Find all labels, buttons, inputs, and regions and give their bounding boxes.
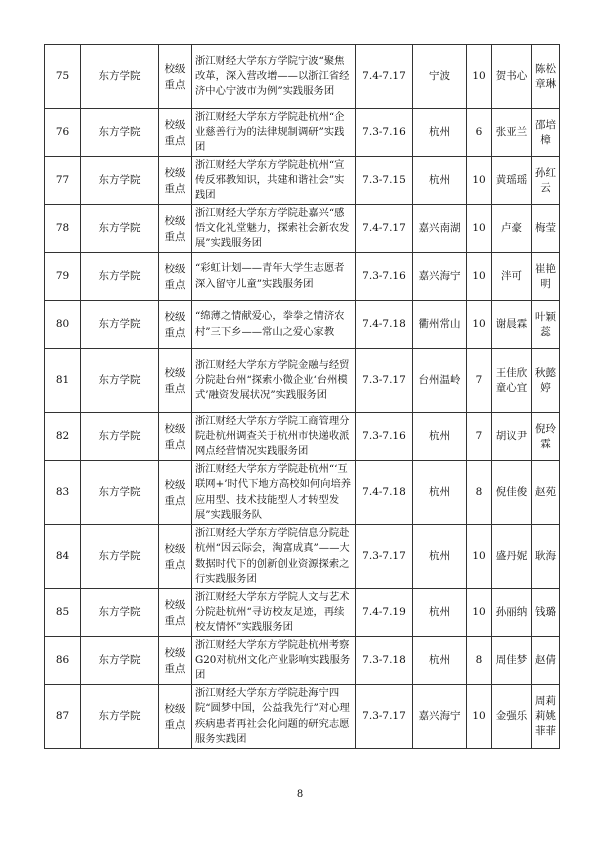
page-number: 8 (296, 789, 304, 800)
table-row (45, 685, 560, 749)
leader-cell: 金强乐 (492, 685, 532, 749)
row-number: 76 (45, 109, 81, 157)
place-cell: 嘉兴海宁 (413, 685, 467, 749)
member-count-cell: 10 (467, 157, 492, 205)
project-name-cell: 浙江财经大学东方学院信息分院赴杭州“因云际会，淘富成真”——大数据时代下的创新创业资源探索之行实践服务团 (192, 525, 356, 589)
leader-cell: 胡议尹 (492, 413, 532, 461)
table-row (45, 157, 560, 205)
leader-cell: 倪佳俊 (492, 461, 532, 525)
leader-cell: 周佳梦 (492, 637, 532, 685)
member-count-cell: 10 (467, 301, 492, 349)
place-cell: 杭州 (413, 109, 467, 157)
college-cell: 东方学院 (81, 413, 159, 461)
project-name-cell: 浙江财经大学东方学院工商管理分院赴杭州调查关于杭州市快递收派网点经营情况实践服务团 (192, 413, 356, 461)
leader-cell: 黄瑶瑶 (492, 157, 532, 205)
teacher-cell: 赵倩 (532, 637, 560, 685)
table-row (45, 413, 560, 461)
row-number: 80 (45, 301, 81, 349)
table-row (45, 349, 560, 413)
level-cell: 校级重点 (159, 685, 192, 749)
table-row (45, 109, 560, 157)
college-cell: 东方学院 (81, 45, 159, 109)
level-cell: 校级重点 (159, 525, 192, 589)
level-cell: 校级重点 (159, 349, 192, 413)
project-name-cell: 浙江财经大学东方学院赴海宁四院“圆梦中国，公益我先行”对心理疾病患者再社会化问题的研究志愿服务实践团 (192, 685, 356, 749)
member-count-cell: 10 (467, 253, 492, 301)
project-name-cell: 浙江财经大学东方学院金融与经贸分院赴台州“探索小微企业‘台州模式’融资发展状况”实践服务团 (192, 349, 356, 413)
member-count-cell: 6 (467, 109, 492, 157)
project-name-cell: 浙江财经大学东方学院赴杭州“宣传反邪教知识，共建和谐社会”实践团 (192, 157, 356, 205)
college-cell: 东方学院 (81, 525, 159, 589)
college-cell: 东方学院 (81, 157, 159, 205)
date-cell: 7.3-7.16 (356, 109, 413, 157)
teacher-cell: 孙红云 (532, 157, 560, 205)
place-cell: 宁波 (413, 45, 467, 109)
date-cell: 7.3-7.17 (356, 349, 413, 413)
row-number: 87 (45, 685, 81, 749)
member-count-cell: 7 (467, 349, 492, 413)
place-cell: 杭州 (413, 157, 467, 205)
teacher-cell: 崔艳明 (532, 253, 560, 301)
leader-cell: 孙丽纳 (492, 589, 532, 637)
level-cell: 校级重点 (159, 253, 192, 301)
teacher-cell: 叶颖蕊 (532, 301, 560, 349)
date-cell: 7.4-7.18 (356, 301, 413, 349)
place-cell: 杭州 (413, 461, 467, 525)
row-number: 78 (45, 205, 81, 253)
document-sheet (44, 44, 559, 749)
teacher-cell: 赵苑 (532, 461, 560, 525)
member-count-cell: 8 (467, 461, 492, 525)
date-cell: 7.4-7.19 (356, 589, 413, 637)
teacher-cell: 邵培樟 (532, 109, 560, 157)
level-cell: 校级重点 (159, 205, 192, 253)
date-cell: 7.3-7.18 (356, 637, 413, 685)
project-name-cell: “绵薄之情献爱心，拳拳之情济农村”三下乡——常山之爱心家教 (192, 301, 356, 349)
project-name-cell: 浙江财经大学东方学院宁波“聚焦改革，深入营改增——以浙江省经济中心宁波市为例”实践服务团 (192, 45, 356, 109)
date-cell: 7.3-7.17 (356, 525, 413, 589)
level-cell: 校级重点 (159, 413, 192, 461)
college-cell: 东方学院 (81, 205, 159, 253)
member-count-cell: 10 (467, 685, 492, 749)
place-cell: 台州温岭 (413, 349, 467, 413)
date-cell: 7.4-7.18 (356, 461, 413, 525)
leader-cell: 盛丹妮 (492, 525, 532, 589)
college-cell: 东方学院 (81, 109, 159, 157)
place-cell: 杭州 (413, 589, 467, 637)
level-cell: 校级重点 (159, 461, 192, 525)
row-number: 82 (45, 413, 81, 461)
college-cell: 东方学院 (81, 301, 159, 349)
leader-cell: 贺书心 (492, 45, 532, 109)
project-name-cell: 浙江财经大学东方学院赴杭州“‘互联网+’时代下地方高校如何向培养应用型、技术技能型人才转型发展”实践服务队 (192, 461, 356, 525)
teacher-cell: 周莉莉姚菲菲 (532, 685, 560, 749)
place-cell: 嘉兴海宁 (413, 253, 467, 301)
member-count-cell: 7 (467, 413, 492, 461)
row-number: 79 (45, 253, 81, 301)
teacher-cell: 陈松章琳 (532, 45, 560, 109)
project-name-cell: 浙江财经大学东方学院赴嘉兴“感悟文化礼堂魅力，探索社会新农发展”实践服务团 (192, 205, 356, 253)
row-number: 84 (45, 525, 81, 589)
leader-cell: 王佳欣童心宜 (492, 349, 532, 413)
level-cell: 校级重点 (159, 637, 192, 685)
table-row (45, 525, 560, 589)
date-cell: 7.3-7.15 (356, 157, 413, 205)
leader-cell: 卢豪 (492, 205, 532, 253)
date-cell: 7.4-7.17 (356, 205, 413, 253)
project-name-cell: “彩虹计划——青年大学生志愿者深入留守儿童”实践服务团 (192, 253, 356, 301)
teacher-cell: 倪玲霖 (532, 413, 560, 461)
member-count-cell: 10 (467, 525, 492, 589)
row-number: 86 (45, 637, 81, 685)
place-cell: 杭州 (413, 637, 467, 685)
row-number: 81 (45, 349, 81, 413)
place-cell: 杭州 (413, 413, 467, 461)
member-count-cell: 8 (467, 637, 492, 685)
leader-cell: 张亚兰 (492, 109, 532, 157)
row-number: 85 (45, 589, 81, 637)
place-cell: 嘉兴南湖 (413, 205, 467, 253)
date-cell: 7.3-7.16 (356, 413, 413, 461)
date-cell: 7.3-7.17 (356, 685, 413, 749)
project-name-cell: 浙江财经大学东方学院赴杭州“企业慈善行为的法律规制调研”实践团 (192, 109, 356, 157)
college-cell: 东方学院 (81, 637, 159, 685)
row-number: 75 (45, 45, 81, 109)
leader-cell: 谢晨霖 (492, 301, 532, 349)
college-cell: 东方学院 (81, 253, 159, 301)
level-cell: 校级重点 (159, 109, 192, 157)
member-count-cell: 10 (467, 45, 492, 109)
table-row (45, 45, 560, 109)
table-row (45, 205, 560, 253)
row-number: 77 (45, 157, 81, 205)
leader-cell: 泮可 (492, 253, 532, 301)
place-cell: 杭州 (413, 525, 467, 589)
date-cell: 7.3-7.16 (356, 253, 413, 301)
table-row (45, 589, 560, 637)
teacher-cell: 耿海 (532, 525, 560, 589)
row-number: 83 (45, 461, 81, 525)
level-cell: 校级重点 (159, 589, 192, 637)
table-row (45, 301, 560, 349)
level-cell: 校级重点 (159, 45, 192, 109)
table-row (45, 253, 560, 301)
college-cell: 东方学院 (81, 589, 159, 637)
table-row (45, 637, 560, 685)
project-name-cell: 浙江财经大学东方学院赴杭州考察G20对杭州文化产业影响实践服务团 (192, 637, 356, 685)
college-cell: 东方学院 (81, 461, 159, 525)
place-cell: 衢州常山 (413, 301, 467, 349)
date-cell: 7.4-7.17 (356, 45, 413, 109)
college-cell: 东方学院 (81, 685, 159, 749)
college-cell: 东方学院 (81, 349, 159, 413)
table-row (45, 461, 560, 525)
teacher-cell: 钱璐 (532, 589, 560, 637)
level-cell: 校级重点 (159, 157, 192, 205)
project-table (44, 44, 560, 749)
level-cell: 校级重点 (159, 301, 192, 349)
project-name-cell: 浙江财经大学东方学院人文与艺术分院赴杭州“寻访校友足迹，再续校友情怀”实践服务团 (192, 589, 356, 637)
member-count-cell: 10 (467, 589, 492, 637)
member-count-cell: 10 (467, 205, 492, 253)
teacher-cell: 秋懿婷 (532, 349, 560, 413)
teacher-cell: 梅莹 (532, 205, 560, 253)
